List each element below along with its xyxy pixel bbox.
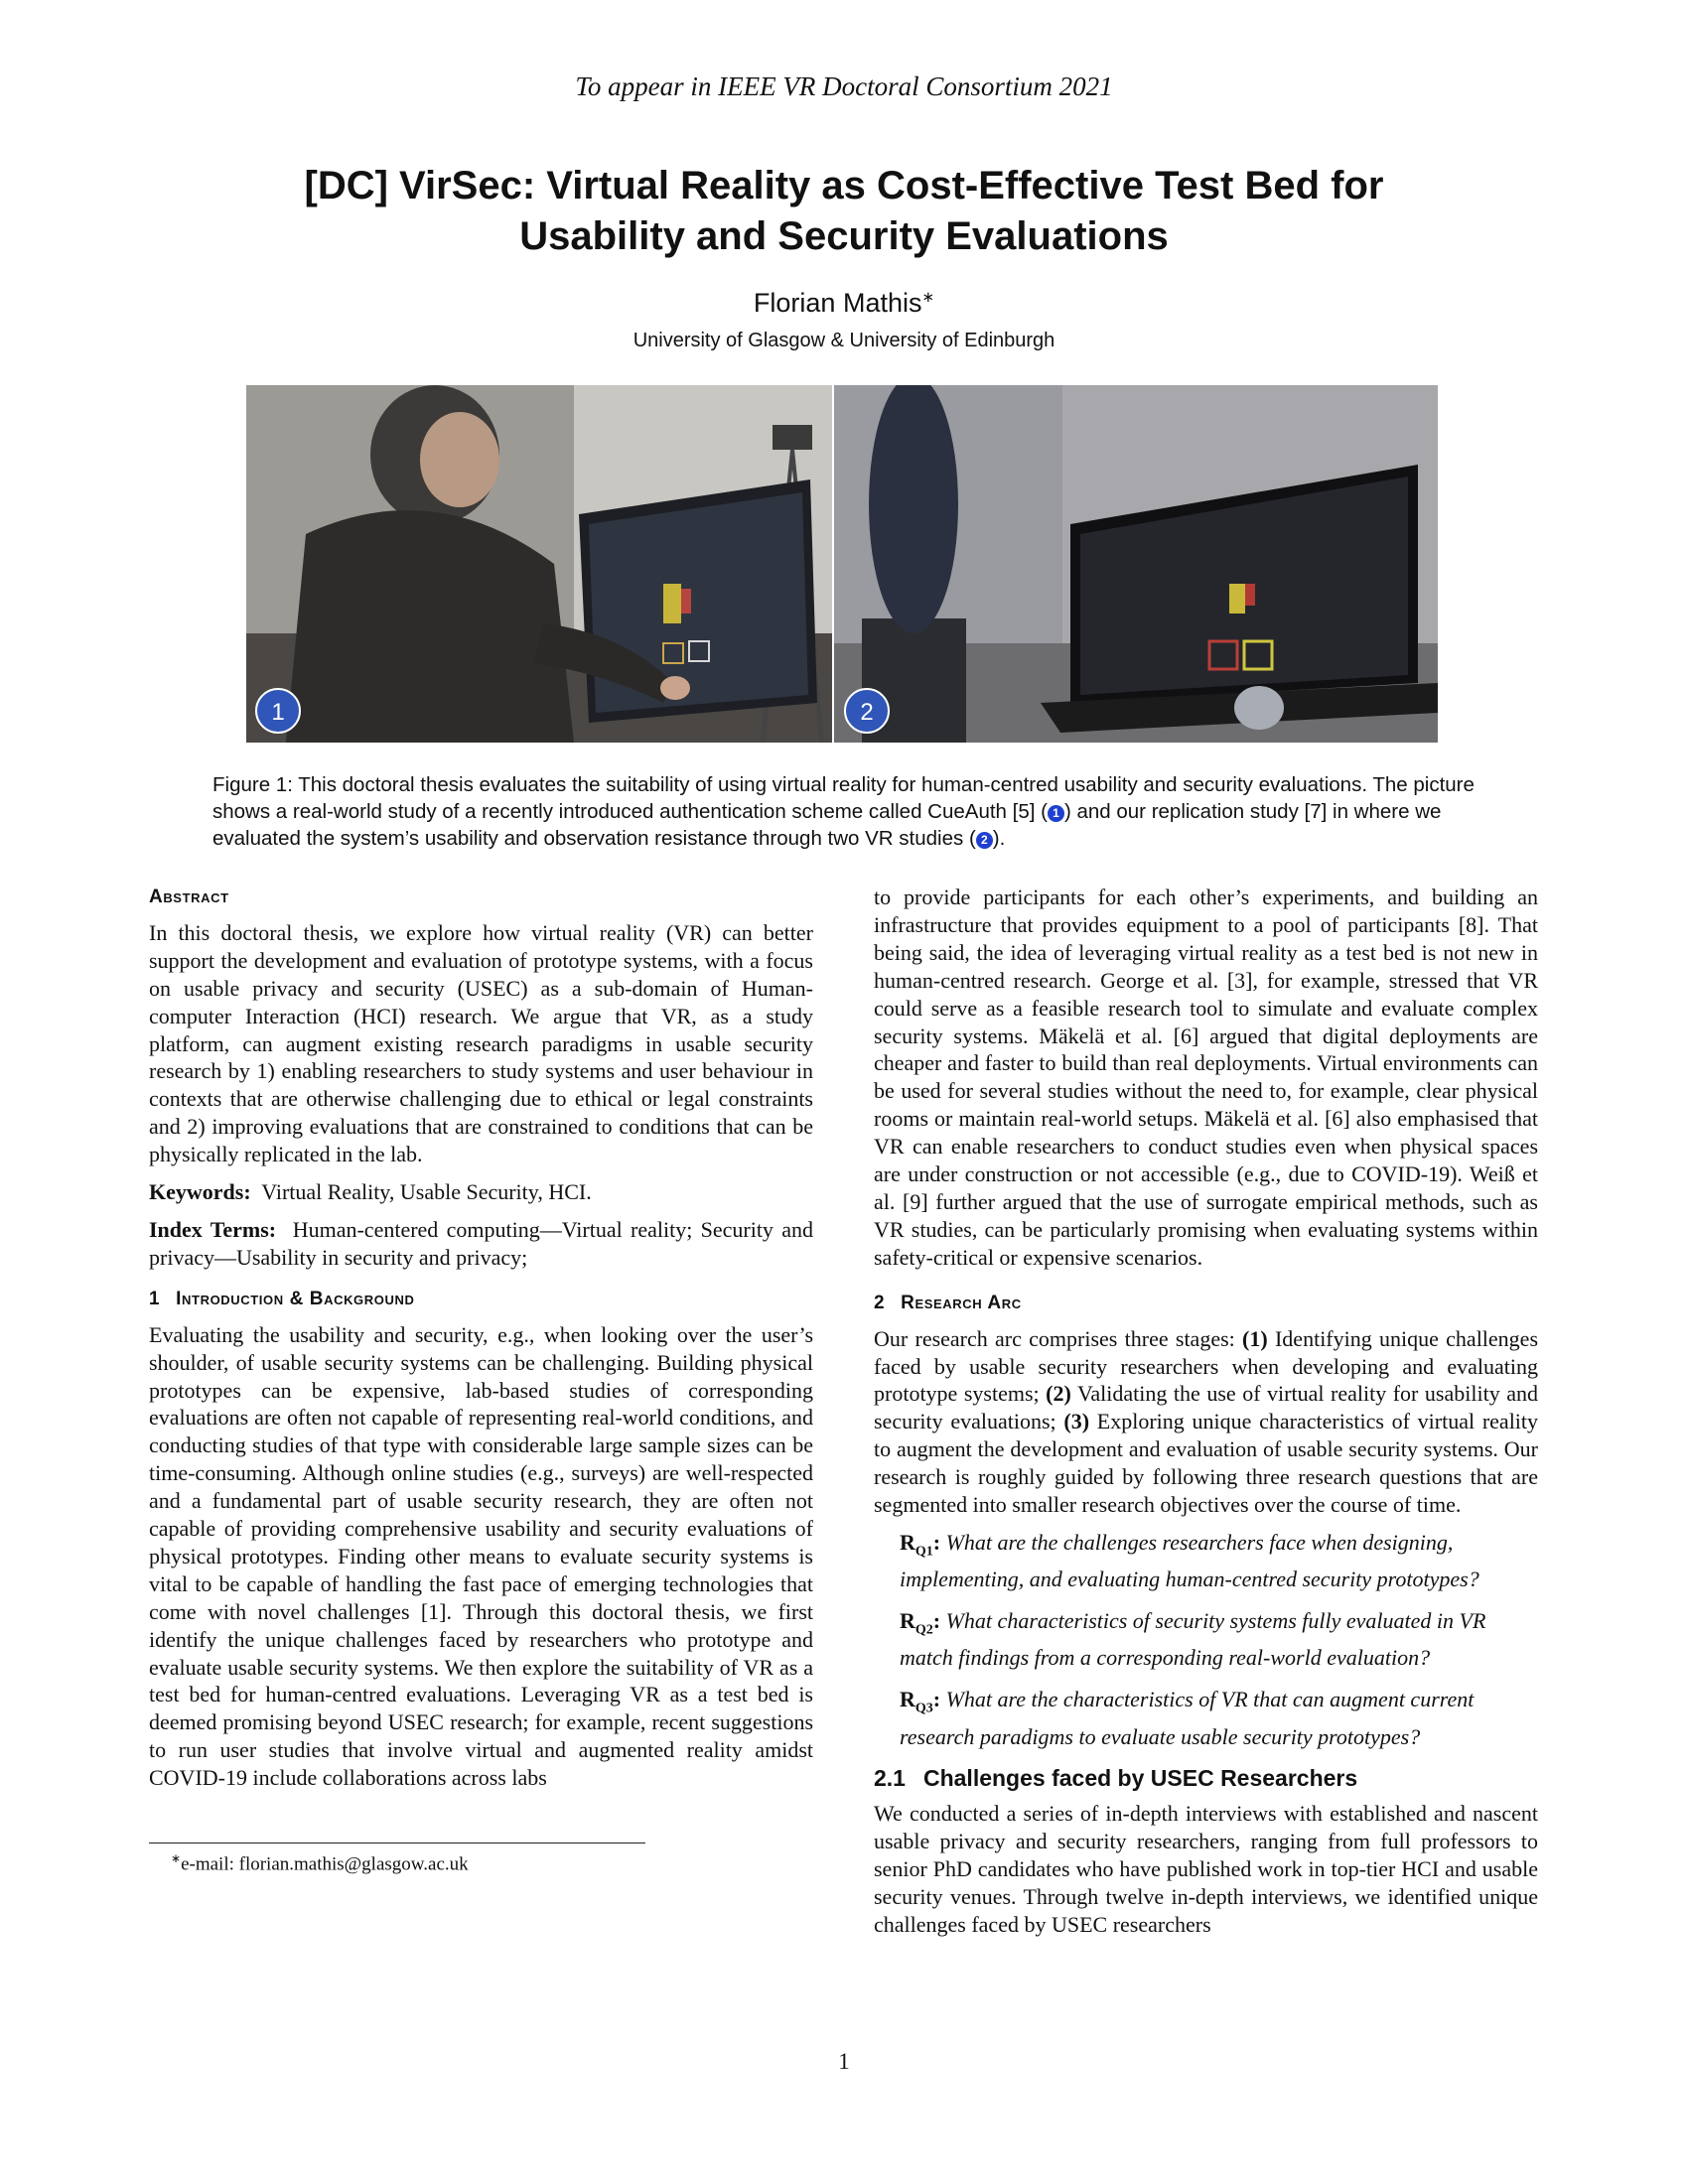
section-1-heading [149, 1286, 813, 1313]
rq2-label: $R_{Q2}$: [900, 1608, 941, 1638]
footnote-mark: ∗ [171, 1851, 182, 1865]
keywords [149, 1178, 813, 1206]
section-2-intro [874, 1325, 1538, 1519]
research-question-1 [900, 1529, 1538, 1593]
rq2-text: What characteristics of security systems fully evaluated in VR match findings from a corresponding real-world evaluation? [900, 1608, 1486, 1671]
s2-intro-a: Our research arc comprises three stages: [874, 1325, 1235, 1351]
caption-part-2: ) and our replication study [7] in where we evaluated the system’s usability and observation resistance through two VR studies ( [212, 800, 1442, 850]
rq1-letter: R [900, 1529, 915, 1555]
figure-badge-2: 2 [860, 699, 874, 726]
rq3-label: $R_{Q3}$: [900, 1687, 941, 1716]
rq3-text: What are the characteristics of VR that can augment current research paradigms to evaluate usable security prototypes? [900, 1687, 1475, 1749]
abstract-text: In this doctoral thesis, we explore how virtual reality (VR) can better support the development and evaluation of prototype systems, with a focus on usable privacy and security (USEC) as a sub-domain of Human-computer Interaction (HCI) research. We argue that VR, as a study platform, can augment existing research paradigms in usable security research by 1) enabling researchers to study systems and user behaviour in contexts that are otherwise challenging due to ethical or legal constraints and 2) improving evaluations that are constrained to conditions that can be physically replicated in the lab. [149, 919, 813, 1167]
caption-part-3: ). [992, 827, 1006, 850]
affiliation: University of Glasgow & University of Edinburgh [633, 330, 1055, 351]
section-1-continued: to provide participants for each other’s experiments, and building an infrastructure that provides equipment to a pool of participants [8]. That being said, the idea of leveraging virtual reality as a test bed is not new in human-centred research. George et al. [3], for example, stressed that VR could serve as a feasible research tool to simulate and evaluate complex security systems. Mäkelä et al. [6] argued that digital deployments are cheaper and faster to build than real deployments. Virtual environments can be used for several studies without the need to, for example, clear physical rooms or maintain real-world setups. Mäkelä et al. [6] also emphasised that VR can enable researchers to conduct studies even when physical spaces are under construction or not accessible (e.g., due to COVID-19). Weiß et al. [9] further argued that the use of surrogate empirical methods, such as VR studies, can be particularly promising when evaluating systems within safety-critical or expensive scenarios. [874, 885, 1538, 1270]
right-column [874, 884, 1538, 1949]
research-question-2 [900, 1607, 1538, 1672]
figure-badge-1: 1 [271, 699, 285, 726]
section-1-number: 1 [149, 1288, 161, 1309]
index-terms-label: Index Terms: [149, 1216, 277, 1242]
abstract-heading-text: Abstract [149, 887, 229, 907]
caption-part-1: Figure 1: This doctoral thesis evaluates the suitability of using virtual reality for human-centred usability and security evaluations. The picture shows a real-world study of a recently introduced authentication scheme called CueAuth [5] ( [212, 773, 1475, 823]
footnote [171, 1851, 469, 1875]
section-1-title: Introduction & Background [176, 1288, 415, 1309]
rq1-sub: Q1 [914, 1544, 933, 1560]
author-text: Florian Mathis [753, 288, 922, 318]
caption-badge-2: 2 [976, 832, 993, 849]
abstract-heading [149, 884, 813, 911]
research-question-3 [900, 1686, 1538, 1750]
s2-intro-d: Exploring unique characteristics of virtual reality to augment the development and evaluation of usable security systems. Our research is roughly guided by following three research questions that are segmented into smaller research objectives over the course of time. [874, 1409, 1539, 1518]
section-1-text: Evaluating the usability and security, e.g., when looking over the user’s shoulder, of usable security systems can be challenging. Building physical prototypes can be expensive, lab-based studies of corresponding evaluations are often not capable of representing real-world conditions, and conducting studies of that type with considerable large sample sizes can be time-consuming. Although online studies (e.g., surveys) are well-respected and a fundamental part of usable security research, they are often not capable of providing comprehensive usability and security evaluations of physical prototypes. Finding other means to evaluate security systems is vital to be capable of handling the fast pace of emerging technologies that come with novel challenges [1]. Through this doctoral thesis, we first identify the unique challenges faced by researchers who prototype and evaluate usable security systems. We then explore the suitability of VR as a test bed for human-centred evaluations. Leveraging VR as a test bed is deemed promising beyond USEC research; for example, recent suggestions to run user studies that involve virtual and augmented reality amidst COVID-19 include collaborations across labs [149, 1321, 813, 1791]
section-2-number: 2 [874, 1292, 886, 1313]
subsection-2-1-heading [874, 1765, 1538, 1793]
subsection-2-1-text: We conducted a series of in-depth interviews with established and nascent usable privacy and security researchers, ranging from full professors to senior PhD candidates who have published work in top-tier HCI and usable security venues. Through twelve in-depth interviews, we identified unique challenges faced by USEC researchers [874, 1801, 1538, 1938]
section-2-heading [874, 1290, 1538, 1317]
title-line-1: [DC] VirSec: Virtual Reality as Cost-Effective Test Bed for [304, 164, 1384, 207]
keywords-text: Virtual Reality, Usable Security, HCI. [261, 1179, 592, 1205]
paper-title [149, 161, 1539, 262]
rq1-label: $R_{Q1}$: [900, 1529, 941, 1560]
rq2-letter: R [900, 1608, 915, 1634]
index-terms-text: Human-centered computing—Virtual reality; Security and privacy—Usability in security and privacy; [149, 1216, 814, 1270]
page-number: 1 [838, 2049, 850, 2074]
caption-badge-1: 1 [1048, 805, 1064, 822]
rq1-text: What are the challenges researchers face when designing, implementing, and evaluating human-centred security prototypes? [900, 1529, 1479, 1592]
rq3-sub: Q3 [914, 1701, 933, 1716]
author-name [0, 288, 1688, 319]
venue-line: To appear in IEEE VR Doctoral Consortium 2021 [575, 71, 1113, 101]
index-terms [149, 1216, 813, 1272]
figure-1 [246, 385, 1438, 743]
rq2-sub: Q2 [914, 1622, 933, 1638]
subsection-2-1-number: 2.1 [874, 1764, 906, 1791]
keywords-label: Keywords: [149, 1179, 251, 1205]
rq3-letter: R [900, 1687, 915, 1712]
figure-caption [212, 771, 1493, 852]
s2-stage-2: (2) [1046, 1381, 1071, 1407]
s2-stage-1: (1) [1242, 1325, 1268, 1351]
s2-intro-c: Validating the use of virtual reality for usability and security evaluations; [874, 1381, 1538, 1434]
author-footnote-mark: ∗ [921, 289, 935, 306]
s2-intro-b: Identifying unique challenges faced by usable security researchers when developing and evaluating prototype systems; [874, 1325, 1539, 1407]
title-line-2: Usability and Security Evaluations [519, 214, 1169, 258]
subsection-2-1-title: Challenges faced by USEC Researchers [922, 1764, 1358, 1791]
real-world-study-photo [246, 385, 832, 743]
footnote-text: e-mail: florian.mathis@glasgow.ac.uk [181, 1853, 469, 1875]
vr-study-photo [834, 385, 1438, 743]
left-column [149, 884, 813, 1802]
section-2-title: Research Arc [901, 1292, 1022, 1313]
s2-stage-3: (3) [1063, 1409, 1090, 1434]
